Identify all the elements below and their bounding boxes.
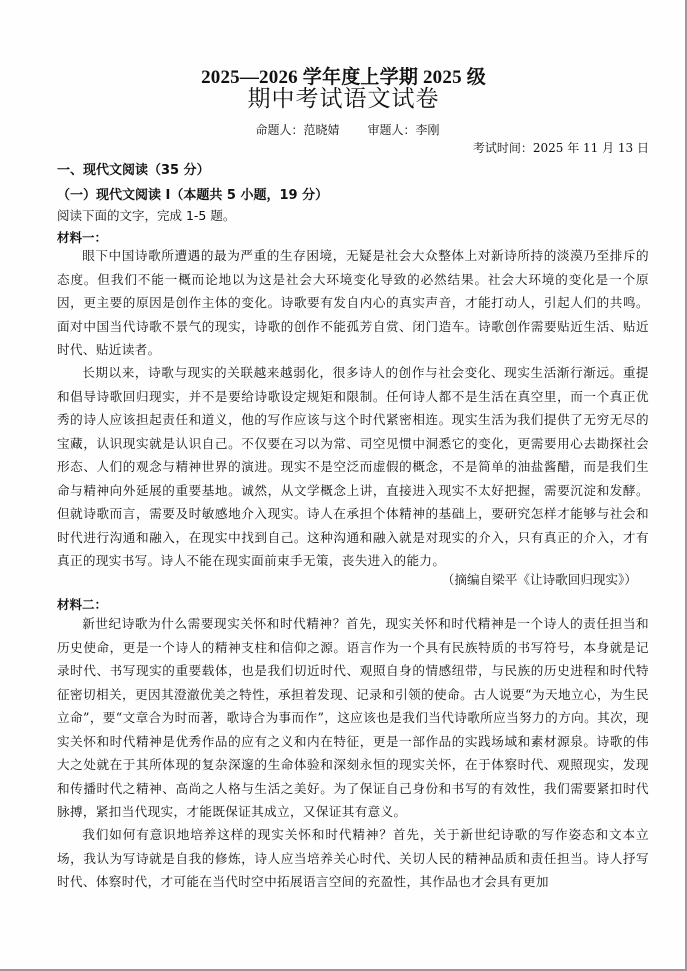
- material-one-paragraph: 长期以来，诗歌与现实的关联越来越弱化，很多诗人的创作与社会变化、现实生活渐行渐远。重提和倡导诗歌回归现实，并不是要给诗歌设定规矩和限制。任何诗人都不是生活在真空里，而一个真正优秀的诗人应该担起责任和道义，他的写作应该与这个时代紧密相连。现实生活为我们提供了无穷无尽的宝藏，认识现实就是认识自己。不仅要在习以为常、司空见惯中洞悉它的变化，更需要用心去勘探社会形态、人们的观念与精神世界的演进。现实不是空泛而虚假的概念，不是简单的油盐酱醋，而是我们生命与精神向外延展的重要基地。诚然，从文学概念上讲，直接进入现实不太好把握，需要沉淀和发酵。但就诗歌而言，需要及时敏感地介入现实。诗人在承担个体精神的基础上，要研究怎样才能够与社会和时代进行沟通和融入，在现实中找到自己。这种沟通和融入就是对现实的介入，只有真正的介入，才有真正的现实书写。诗人不能在现实面前束手无策，丧失进入的能力。: [57, 365, 649, 568]
- question-reviewer: 审题人：李刚: [367, 123, 440, 137]
- material-one-paragraph: 眼下中国诗歌所遭遇的最为严重的生存困境，无疑是社会大众整体上对新诗所持的淡漠乃至排斥的态度。但我们不能一概而论地以为这是社会大环境变化导致的必然结果。社会大环境的变化是一个原因，更主要的原因是创作主体的变化。诗歌要有发自内心的真实声音，才能打动人，引起人们的共鸣。面对中国当代诗歌不景气的现实，诗歌的创作不能孤芳自赏、闭门造车。诗歌创作需要贴近生活、贴近时代、贴近读者。: [57, 248, 649, 357]
- reading-instruction: 阅读下面的文字，完成 1-5 题。: [57, 208, 236, 223]
- exam-title-subject: 期中考试语文试卷: [247, 86, 440, 112]
- material-one-label: 材料一：: [57, 230, 108, 245]
- section-title: 一、现代文阅读（35 分）: [57, 163, 210, 178]
- question-setter: 命题人：范晓婧: [255, 123, 340, 137]
- material-one-source: （摘编自梁平《让诗歌回归现实》）: [441, 572, 637, 587]
- material-two-paragraph: 新世纪诗歌为什么需要现实关怀和时代精神？首先，现实关怀和时代精神是一个诗人的责任担当和历史使命，更是一个诗人的精神支柱和信仰之源。语言作为一个具有民族特质的书写符号，本身就是记录时代、书写现实的重要载体，也是我们切近时代、观照自身的情感纽带，与民族的历史进程和时代特征密切相关，更因其澄澈优美之特性，承担着发现、记录和引领的使命。古人说要“为天地立心，为生民立命”，要“文章合为时而著，歌诗合为事而作”，这应该也是我们当代诗歌所应当努力的方向。其次，现实关怀和时代精神是优秀作品的应有之义和内在特征，更是一部作品的实践场域和素材源泉。诗歌的伟大之处就在于其所体现的复杂深邃的生命体验和深刻永恒的现实关怀，在于体察时代、观照现实，发现和传播时代之精神、高尚之人格与生活之美好。为了保证自己身份和书写的有效性，我们需要紧扣时代脉搏，紧扣当代现实，才能既保证其成立，又保证其有意义。: [57, 616, 649, 819]
- exam-time: 考试时间：2025 年 11 月 13 日: [472, 141, 649, 155]
- material-two-paragraph: 我们如何有意识地培养这样的现实关怀和时代精神？首先，关于新世纪诗歌的写作姿态和文本立场，我认为写诗就是自我的修炼，诗人应当培养关心时代、关切人民的精神品质和责任担当。诗人抒写时代、体察时代，才可能在当代时空中拓展语言空间的充盈性，其作品也才会具有更加: [57, 827, 649, 889]
- subsection-title: （一）现代文阅读 I（本题共 5 小题，19 分）: [57, 188, 329, 203]
- material-two-label: 材料二：: [57, 597, 108, 612]
- exam-authors: [0, 121, 687, 138]
- exam-title-term: 2025—2026 学年度上学期 2025 级: [201, 67, 486, 88]
